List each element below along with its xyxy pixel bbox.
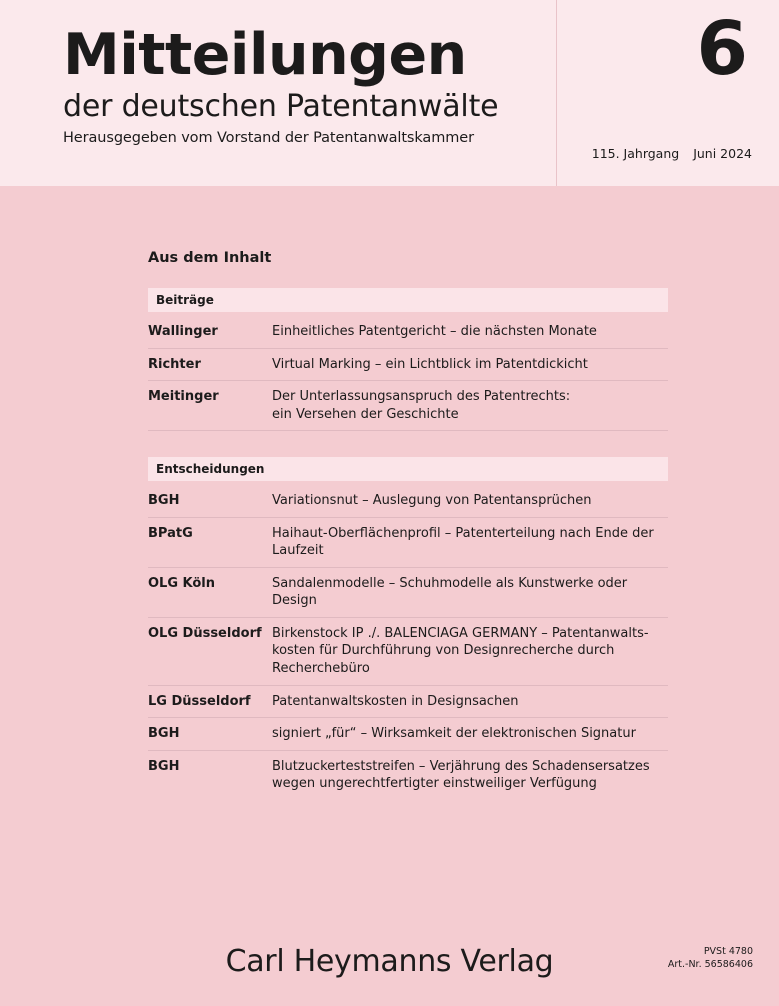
article-number-line: Art.-Nr. 56586406: [667, 958, 753, 970]
list-item[interactable]: [148, 381, 668, 431]
entry-title: [272, 492, 668, 510]
entry-author: OLG Düsseldorf: [148, 625, 262, 641]
issue-number: 6: [696, 6, 748, 92]
list-item[interactable]: [148, 518, 668, 568]
entry-author: BPatG: [148, 525, 193, 541]
entry-title: [272, 725, 668, 743]
entry-title: [272, 625, 668, 678]
entry-title-line: Blutzuckerteststreifen – Verjährung des Schadensersatzes: [272, 758, 650, 774]
entry-title-line: kosten für Durchführung von Designrecherche durch: [272, 643, 615, 659]
entry-title-line: signiert „für“ – Wirksamkeit der elektronischen Signatur: [272, 726, 636, 742]
entry-author: Meitinger: [148, 389, 219, 405]
entry-title: [272, 356, 668, 374]
entry-title: [272, 575, 668, 610]
list-item[interactable]: [148, 718, 668, 751]
contents-section-beitraege: [148, 288, 668, 431]
table-of-contents: [148, 250, 668, 800]
publisher-brand: Carl Heymanns Verlag: [225, 944, 554, 979]
entry-author: BGH: [148, 493, 180, 509]
journal-subtitle: der deutschen Patentanwälte: [63, 88, 499, 124]
section-header-beitraege: Beiträge: [148, 288, 668, 312]
section-header-entscheidungen: Entscheidungen: [148, 457, 668, 481]
entry-author: LG Düsseldorf: [148, 693, 251, 709]
issue-meta: [592, 146, 752, 161]
list-item[interactable]: [148, 686, 668, 719]
journal-title: Mitteilungen: [63, 22, 467, 88]
entry-title: [272, 693, 668, 711]
issue-volume: 115. Jahrgang: [591, 146, 680, 161]
contents-heading: Aus dem Inhalt: [148, 250, 272, 266]
entry-title-line: Virtual Marking – ein Lichtblick im Patentdickicht: [272, 356, 588, 372]
entry-title: [272, 758, 668, 793]
entry-title-line: Birkenstock IP ./. BALENCIAGA GERMANY – Patentanwalts-: [272, 625, 649, 641]
entry-title-line: Recherchebüro: [272, 661, 370, 677]
masthead: [0, 0, 779, 186]
list-item[interactable]: [148, 618, 668, 686]
footer-codes: [668, 946, 753, 972]
entry-title: [272, 323, 668, 341]
entry-title-line: Laufzeit: [272, 543, 324, 559]
list-item[interactable]: [148, 349, 668, 382]
issue-date: Juni 2024: [693, 146, 752, 161]
entry-title: [272, 388, 668, 423]
entry-title-line: Haihaut-Oberflächenprofil – Patenterteilung nach Ende der: [272, 525, 654, 541]
entry-author: Richter: [148, 356, 201, 372]
entry-title-line: Variationsnut – Auslegung von Patentansprüchen: [272, 493, 592, 509]
entry-title-line: Patentanwaltskosten in Designsachen: [272, 693, 519, 709]
list-item[interactable]: [148, 751, 668, 800]
list-item[interactable]: [148, 568, 668, 618]
contents-section-entscheidungen: [148, 457, 668, 800]
entry-title-line: wegen ungerechtfertigter einstweiliger Verfügung: [272, 776, 597, 792]
entry-author: Wallinger: [148, 324, 218, 339]
postal-code-line: PVSt 4780: [703, 946, 753, 957]
list-item[interactable]: [148, 485, 668, 518]
journal-title-block: [63, 22, 543, 147]
journal-publisher-line: Herausgegeben vom Vorstand der Patentanwaltskammer: [63, 130, 474, 147]
entry-title-line: ein Versehen der Geschichte: [272, 406, 459, 422]
list-item[interactable]: [148, 316, 668, 349]
entry-author: BGH: [148, 726, 180, 742]
entry-title-line: Einheitliches Patentgericht – die nächsten Monate: [272, 324, 597, 339]
entry-title-line: Sandalenmodelle – Schuhmodelle als Kunstwerke oder Design: [272, 575, 628, 609]
entry-author: BGH: [148, 758, 180, 774]
masthead-divider: [556, 0, 557, 186]
entry-title-line: Der Unterlassungsanspruch des Patentrechts:: [272, 389, 571, 405]
entry-author: OLG Köln: [148, 575, 216, 591]
entry-title: [272, 525, 668, 560]
